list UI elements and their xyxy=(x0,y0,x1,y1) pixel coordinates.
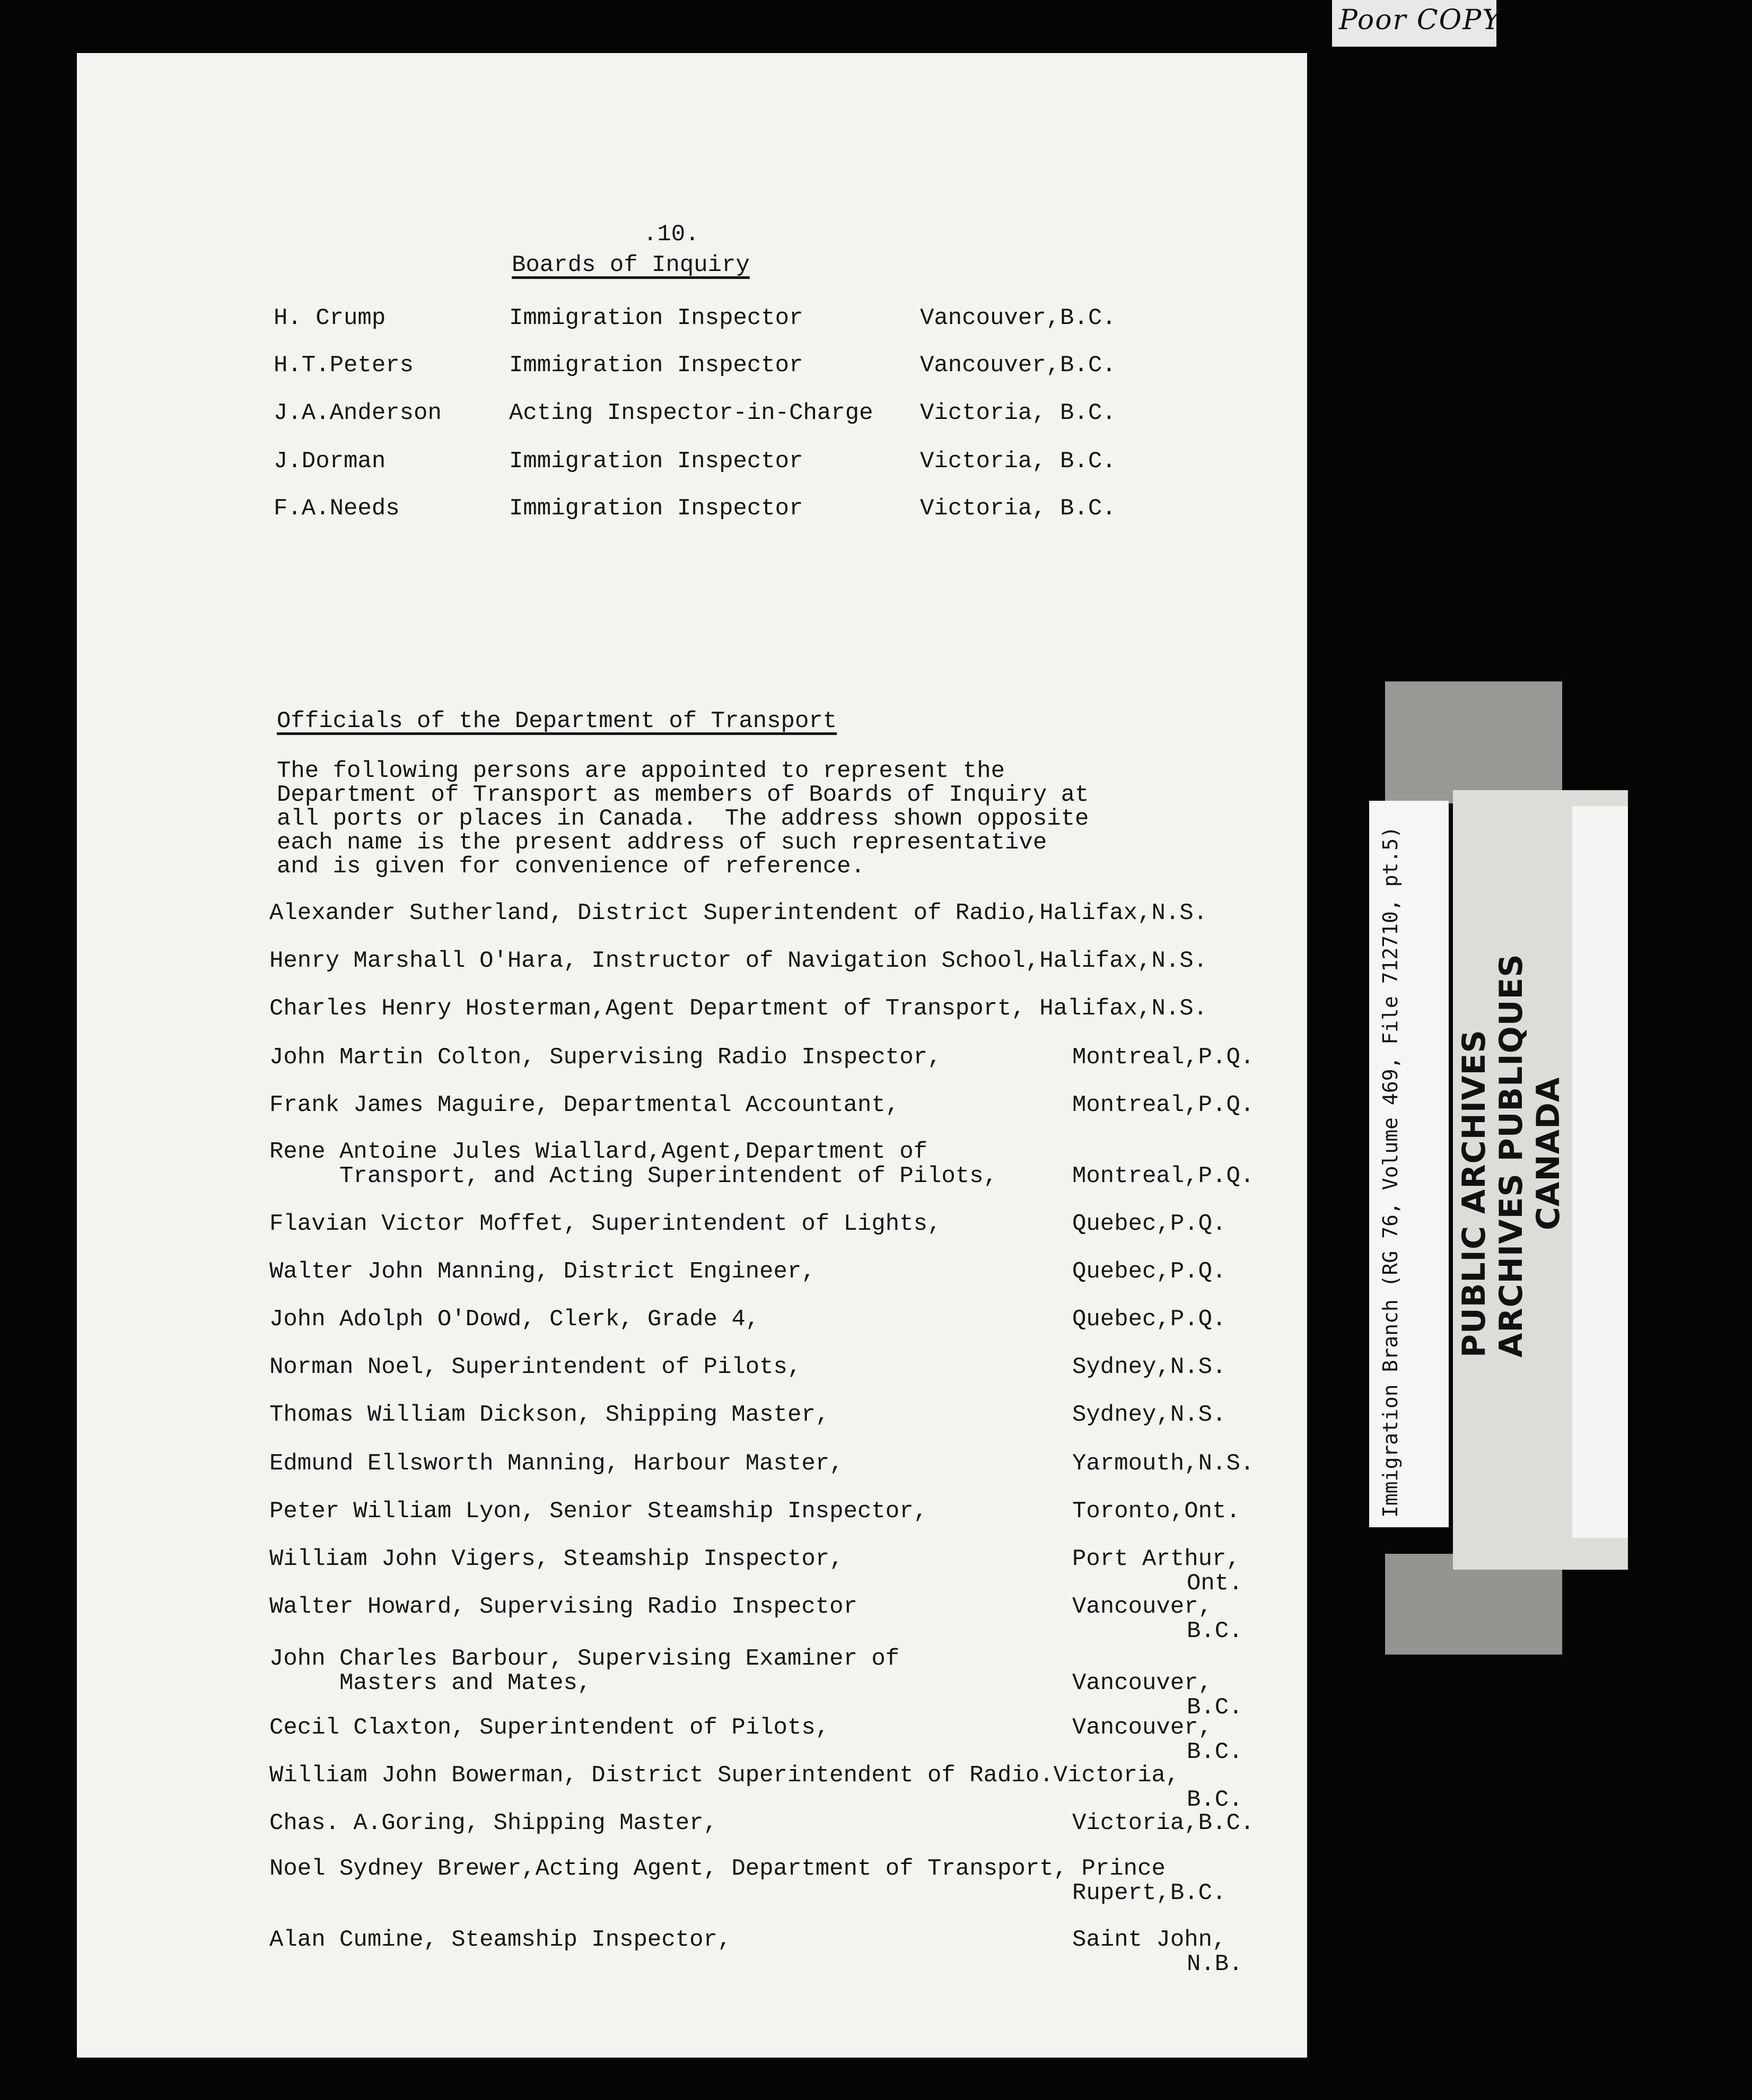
boards-row-location: Victoria, B.C. xyxy=(920,400,1116,426)
entry-line: Rene Antoine Jules Wiallard,Agent,Department of xyxy=(269,1139,928,1165)
entry-line: Masters and Mates, xyxy=(269,1670,592,1696)
entry-line: Norman Noel, Superintendent of Pilots, xyxy=(269,1354,802,1380)
entry-location: Toronto,Ont. xyxy=(1072,1498,1240,1525)
entry-location: Montreal,P.Q. xyxy=(1072,1044,1255,1071)
entry-location: Sydney,N.S. xyxy=(1072,1354,1227,1380)
entry-line: Henry Marshall O'Hara, Instructor of Navigation School,Halifax,N.S. xyxy=(269,948,1208,974)
entry-line: Alexander Sutherland, District Superintendent of Radio,Halifax,N.S. xyxy=(269,900,1208,926)
entry-location: N.B. xyxy=(1187,1951,1243,1978)
page-number: .10. xyxy=(643,221,699,248)
boards-row-location: Victoria, B.C. xyxy=(920,495,1116,522)
entry-location: Quebec,P.Q. xyxy=(1072,1258,1227,1285)
paragraph-line: all ports or places in Canada. The address shown opposite xyxy=(277,806,1089,832)
entry-line: William John Vigers, Steamship Inspector, xyxy=(269,1546,844,1572)
entry-line: Chas. A.Goring, Shipping Master, xyxy=(269,1810,717,1836)
entry-line: Peter William Lyon, Senior Steamship Inspector, xyxy=(269,1498,928,1525)
entry-location: Port Arthur, xyxy=(1072,1546,1240,1572)
entry-location: Quebec,P.Q. xyxy=(1072,1211,1227,1237)
entry-location: Victoria,B.C. xyxy=(1072,1810,1255,1836)
entry-location: Yarmouth,N.S. xyxy=(1072,1450,1255,1477)
entry-line: Frank James Maguire, Departmental Accountant, xyxy=(269,1092,900,1118)
entry-location: Vancouver, xyxy=(1072,1714,1213,1741)
entry-line: Walter John Manning, District Engineer, xyxy=(269,1258,816,1285)
entry-line: Thomas William Dickson, Shipping Master, xyxy=(269,1402,830,1428)
boards-row-name: J.A.Anderson xyxy=(274,400,442,426)
paragraph-line: each name is the present address of such representative xyxy=(277,829,1047,856)
entry-line: Edmund Ellsworth Manning, Harbour Master, xyxy=(269,1450,844,1477)
section-title-boards: Boards of Inquiry xyxy=(512,252,750,278)
entry-location: Saint John, xyxy=(1072,1927,1227,1953)
section-title-transport: Officials of the Department of Transport xyxy=(277,708,837,734)
entry-location: Montreal,P.Q. xyxy=(1072,1163,1255,1189)
entry-location: B.C. xyxy=(1187,1694,1243,1721)
boards-row-location: Victoria, B.C. xyxy=(920,448,1116,475)
boards-row-position: Immigration Inspector xyxy=(509,448,803,475)
quality-note: Poor COPY xyxy=(1339,4,1502,36)
entry-line: Alan Cumine, Steamship Inspector, xyxy=(269,1927,732,1953)
archive-stamp-line: PUBLIC ARCHIVES xyxy=(1456,1029,1493,1358)
archive-stamp-line: CANADA xyxy=(1530,1077,1567,1230)
tape-top xyxy=(1385,681,1562,803)
paragraph-line: Department of Transport as members of Boards of Inquiry at xyxy=(277,782,1089,808)
boards-row-name: J.Dorman xyxy=(274,448,386,475)
archive-stamp-line: ARCHIVES PUBLIQUES xyxy=(1493,953,1530,1358)
entry-line: John Martin Colton, Supervising Radio Inspector, xyxy=(269,1044,942,1071)
entry-location: Rupert,B.C. xyxy=(1072,1880,1227,1906)
entry-line: Cecil Claxton, Superintendent of Pilots, xyxy=(269,1714,830,1741)
paragraph-line: and is given for convenience of reference. xyxy=(277,853,865,880)
boards-row-name: F.A.Needs xyxy=(274,495,400,522)
entry-line: John Adolph O'Dowd, Clerk, Grade 4, xyxy=(269,1306,760,1333)
entry-line: William John Bowerman, District Superintendent of Radio.Victoria, xyxy=(269,1762,1180,1789)
entry-line: Walter Howard, Supervising Radio Inspector xyxy=(269,1594,857,1620)
entry-line: John Charles Barbour, Supervising Examiner of xyxy=(269,1646,900,1672)
entry-location: Sydney,N.S. xyxy=(1072,1402,1227,1428)
boards-row-location: Vancouver,B.C. xyxy=(920,305,1116,331)
boards-row-position: Immigration Inspector xyxy=(509,305,803,331)
entry-line: Transport, and Acting Superintendent of Pilots, xyxy=(269,1163,998,1189)
boards-row-position: Immigration Inspector xyxy=(509,352,803,379)
entry-location: Quebec,P.Q. xyxy=(1072,1306,1227,1333)
entry-location: Vancouver, xyxy=(1072,1670,1213,1696)
entry-line: Flavian Victor Moffet, Superintendent of Lights, xyxy=(269,1211,942,1237)
entry-location: B.C. xyxy=(1187,1618,1243,1644)
boards-row-name: H.T.Peters xyxy=(274,352,414,379)
entry-location: B.C. xyxy=(1187,1739,1243,1765)
boards-row-position: Acting Inspector-in-Charge xyxy=(509,400,873,426)
boards-row-name: H. Crump xyxy=(274,305,386,331)
entry-line: Noel Sydney Brewer,Acting Agent, Department of Transport, Prince xyxy=(269,1856,1166,1882)
entry-location: B.C. xyxy=(1187,1787,1243,1813)
archive-reference: Immigration Branch (RG 76, Volume 469, File 712710, pt.5) xyxy=(1379,826,1402,1518)
boards-row-position: Immigration Inspector xyxy=(509,495,803,522)
entry-location: Ont. xyxy=(1187,1570,1243,1597)
entry-location: Montreal,P.Q. xyxy=(1072,1092,1255,1118)
paragraph-line: The following persons are appointed to represent the xyxy=(277,758,1005,784)
entry-line: Charles Henry Hosterman,Agent Department of Transport, Halifax,N.S. xyxy=(269,995,1208,1022)
boards-row-location: Vancouver,B.C. xyxy=(920,352,1116,379)
label-right-paper xyxy=(1572,806,1628,1538)
entry-location: Vancouver, xyxy=(1072,1594,1213,1620)
